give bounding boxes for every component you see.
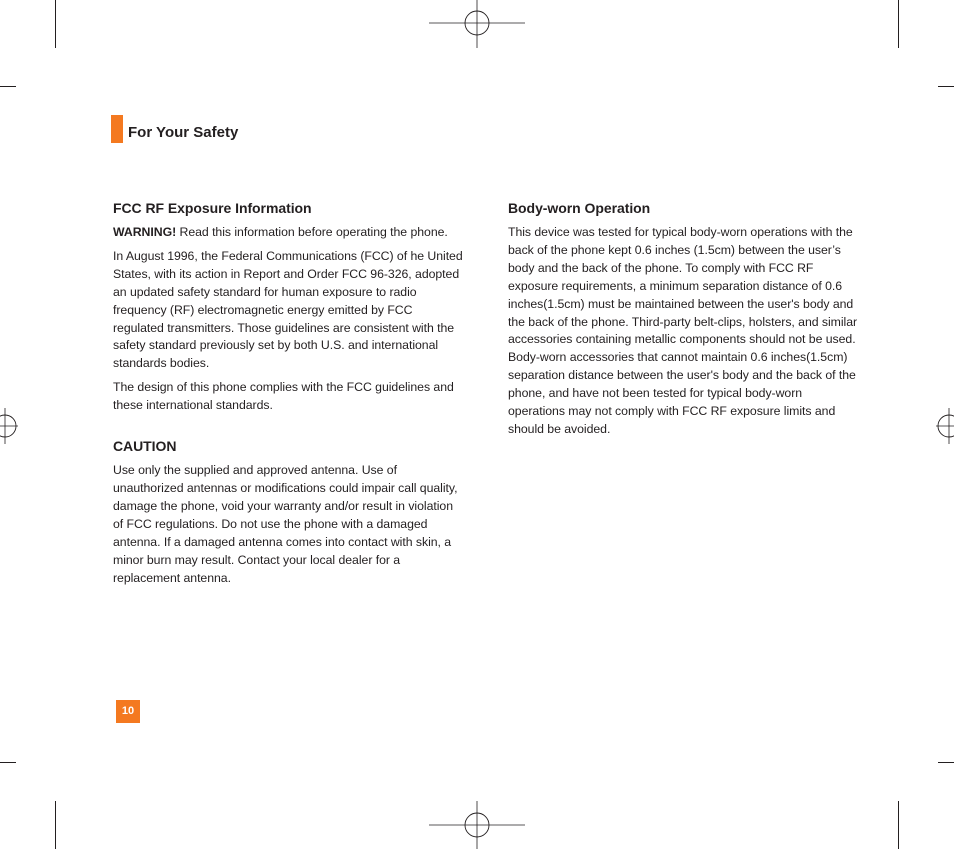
fcc-history-paragraph: In August 1996, the Federal Communications (FCC) of he United States, with its action in Report and Order FCC 96-326, adopted an updated safety standard for human exposure to radio frequency (RF) electromagnetic energy emitted by FCC regulated transmitters. Those guidelines are consistent with the safety standard previously set by both U.S. and international standards bodies. — [113, 248, 463, 371]
caution-heading: CAUTION — [113, 438, 177, 455]
right-column — [508, 199, 860, 445]
body-worn-heading: Body-worn Operation — [508, 200, 651, 216]
compliance-paragraph: The design of this phone complies with the FCC guidelines and these international standards. — [113, 380, 454, 413]
body-worn-paragraph: This device was tested for typical body-worn operations with the back of the phone kept 0.6 inches (1.5cm) between the user’s body and the back of the phone. To comply with FCC RF exposure requirements, a minimum separation distance of 0.6 inches(1.5cm) must be maintained between the user's body and the back of the phone. Third-party belt-clips, holsters, and similar accessories containing metallic components should not be used. Body-worn accessories that cannot maintain 0.6 inches(1.5cm) separation distance between the user's body and the back of the phone, and have not been tested for typical body-worn operations may not comply with FCC RF exposure limits and should be avoided. — [508, 225, 858, 436]
crop-mark — [55, 0, 56, 48]
warning-label: WARNING! — [113, 225, 177, 239]
warning-text: Read this information before operating the phone. — [176, 225, 448, 239]
crop-mark — [55, 801, 56, 849]
registration-mark — [428, 799, 526, 849]
crop-mark — [938, 762, 954, 763]
registration-mark — [428, 0, 526, 50]
section-accent-bar — [111, 115, 123, 143]
left-column — [113, 199, 465, 593]
registration-mark — [934, 408, 954, 444]
fcc-rf-heading: FCC RF Exposure Information — [113, 200, 312, 216]
registration-mark — [0, 408, 20, 444]
crop-mark — [0, 762, 16, 763]
crop-mark — [898, 801, 899, 849]
crop-mark — [0, 86, 16, 87]
warning-paragraph — [113, 224, 465, 242]
section-title: For Your Safety — [128, 124, 239, 141]
crop-mark — [898, 0, 899, 48]
crop-mark — [938, 86, 954, 87]
caution-paragraph: Use only the supplied and approved antenna. Use of unauthorized antennas or modifications could impair call quality, damage the phone, void your warranty and/or result in violation of FCC regulations. Do not use the phone with a damaged antenna. If a damaged antenna comes into contact with skin, a minor burn may result. Contact your local dealer for a replacement antenna. — [113, 463, 458, 585]
page-number: 10 — [116, 700, 140, 723]
